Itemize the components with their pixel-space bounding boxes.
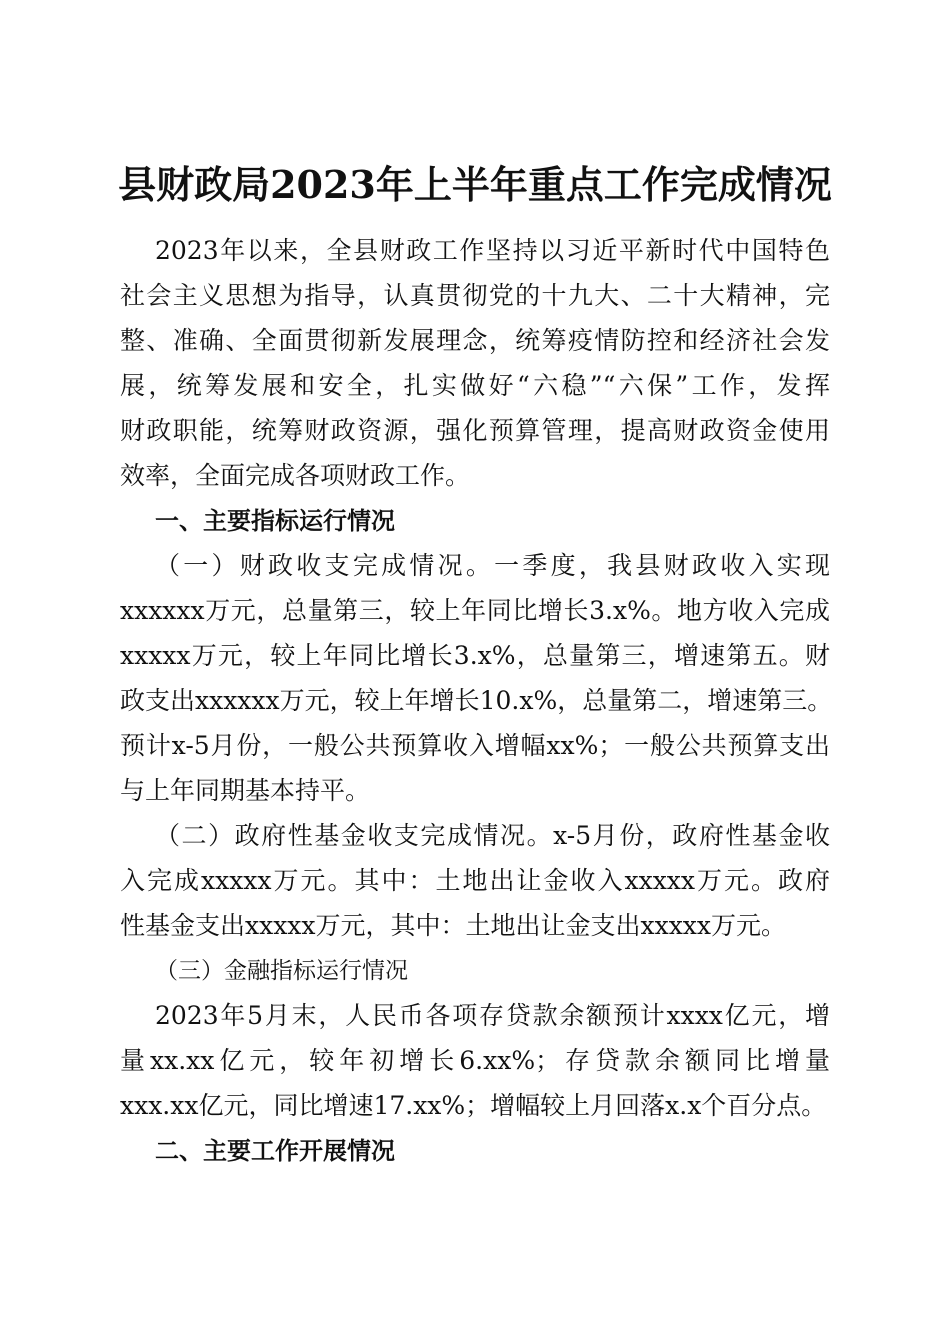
- paragraph-line: 2023年5月末，人民币各项存贷款余额预计xxxx亿元，增: [155, 1001, 830, 1030]
- paragraph-line: xxxxxx万元，总量第三，较上年同比增长3.x%。地方收入完成: [120, 596, 830, 625]
- paragraph-line: 与上年同期基本持平。: [120, 776, 371, 805]
- paragraph-line: 入完成xxxxx万元。其中：土地出让金收入xxxxx万元。政府: [120, 866, 830, 895]
- paragraph-line: 性基金支出xxxxx万元，其中：土地出让金支出xxxxx万元。: [120, 911, 786, 940]
- paragraph-line: xxx.xx亿元，同比增速17.xx%；增幅较上月回落x.x个百分点。: [120, 1091, 827, 1120]
- paragraph-line: 2023年以来，全县财政工作坚持以习近平新时代中国特色: [155, 236, 830, 265]
- paragraph-line: 社会主义思想为指导，认真贯彻党的十九大、二十大精神，完: [120, 281, 830, 310]
- paragraph-line: 效率，全面完成各项财政工作。: [120, 461, 471, 490]
- paragraph-line: 展，统筹发展和安全，扎实做好“六稳”“六保”工作，发挥: [120, 371, 830, 400]
- paragraph-line: 量xx.xx亿元，较年初增长6.xx%；存贷款余额同比增量: [120, 1046, 830, 1075]
- subsection-heading: （三）金融指标运行情况: [155, 958, 408, 984]
- section-heading: 一、主要指标运行情况: [155, 507, 395, 535]
- paragraph-line: xxxxx万元，较上年同比增长3.x%，总量第三，增速第五。财: [120, 641, 830, 670]
- paragraph-line: 整、准确、全面贯彻新发展理念，统筹疫情防控和经济社会发: [120, 326, 830, 355]
- document-title: 县财政局2023年上半年重点工作完成情况: [118, 162, 832, 208]
- paragraph-line: 政支出xxxxxx万元，较上年增长10.x%，总量第二，增速第三。: [120, 686, 833, 715]
- section-heading: 二、主要工作开展情况: [155, 1137, 395, 1165]
- paragraph-line: （一）财政收支完成情况。一季度，我县财政收入实现: [155, 551, 830, 580]
- paragraph-line: （二）政府性基金收支完成情况。x-5月份，政府性基金收: [155, 821, 830, 850]
- paragraph-line: 预计x-5月份，一般公共预算收入增幅xx%；一般公共预算支出: [120, 731, 830, 760]
- paragraph-line: 财政职能，统筹财政资源，强化预算管理，提高财政资金使用: [120, 416, 830, 445]
